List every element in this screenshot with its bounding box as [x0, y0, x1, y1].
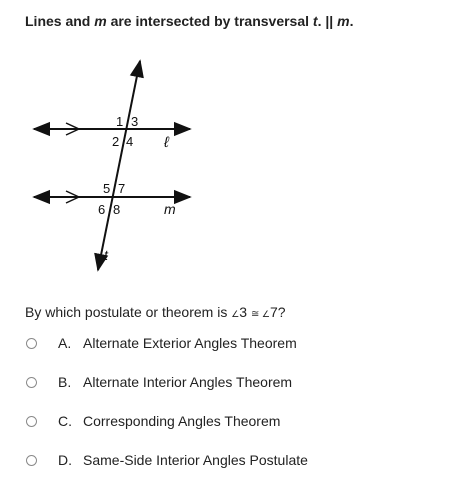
- transversal-label: t: [104, 247, 108, 263]
- question-prompt: [25, 304, 286, 320]
- title-prefix: Lines and: [25, 13, 95, 29]
- prompt-angle-b: 7?: [269, 304, 286, 320]
- choice-label[interactable]: Alternate Interior Angles Theorem: [83, 374, 293, 390]
- angle-label-4: 4: [126, 134, 134, 149]
- title-var-m2: m: [337, 13, 350, 29]
- line-m-label: m: [164, 201, 176, 217]
- line-l-label: ℓ: [164, 134, 169, 151]
- angle-label-7: 7: [118, 181, 126, 196]
- title-end: .: [349, 13, 354, 29]
- angle-symbol: ∠: [259, 309, 270, 319]
- angle-label-1: 1: [116, 114, 124, 129]
- congruent-symbol: ≅: [250, 309, 260, 320]
- title-var-t: t: [312, 13, 318, 29]
- angle-label-2: 2: [112, 134, 120, 149]
- angle-symbol: ∠: [231, 309, 240, 319]
- prompt-angle-a: 3: [239, 304, 251, 320]
- choice-letter: A.: [58, 335, 72, 351]
- choice-label[interactable]: Alternate Exterior Angles Theorem: [83, 335, 297, 351]
- transversal-t: [98, 61, 140, 270]
- choice-letter: B.: [58, 374, 72, 390]
- angle-label-8: 8: [113, 202, 121, 217]
- answer-choice-b[interactable]: [25, 371, 293, 393]
- angle-label-6: 6: [98, 202, 106, 217]
- angle-label-5: 5: [103, 181, 111, 196]
- choice-letter: C.: [58, 413, 72, 429]
- choice-label[interactable]: Corresponding Angles Theorem: [83, 413, 281, 429]
- title-middle: are intersected by transversal: [106, 13, 313, 29]
- choice-letter: D.: [58, 452, 72, 468]
- radio-button[interactable]: [26, 338, 37, 349]
- radio-button[interactable]: [26, 377, 37, 388]
- prompt-text: By which postulate or theorem is: [25, 304, 232, 320]
- angle-label-3: 3: [131, 114, 139, 129]
- answer-choice-c[interactable]: [25, 410, 281, 432]
- answer-choice-d[interactable]: [25, 449, 308, 471]
- choice-label[interactable]: Same-Side Interior Angles Postulate: [83, 452, 308, 468]
- radio-button[interactable]: [26, 455, 37, 466]
- radio-button[interactable]: [26, 416, 37, 427]
- answer-choice-a[interactable]: [25, 332, 297, 354]
- title-var-m: m: [94, 13, 107, 29]
- title-parallel: . ||: [317, 13, 338, 29]
